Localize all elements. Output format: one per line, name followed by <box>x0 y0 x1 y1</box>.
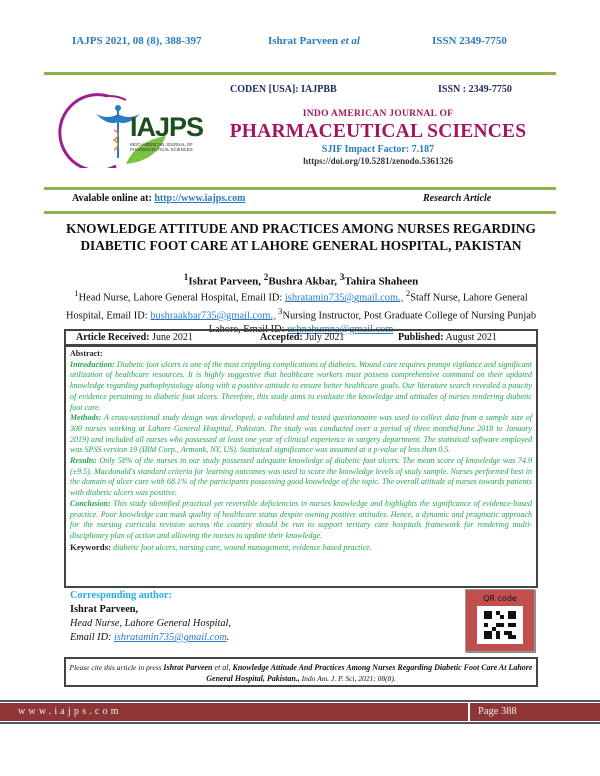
cite-title: Knowledge Attitude And Practices Among Nurses Regarding Diabetic Foot Care At Lahore General Hospital, Pakistan., <box>206 663 533 683</box>
author: Ishrat Parveen, <box>188 275 262 288</box>
value: June 2021 <box>152 332 193 343</box>
corresponding-heading: Corresponding author: <box>70 590 172 601</box>
affil-sup: 2 <box>405 288 411 298</box>
green-rule <box>44 72 556 75</box>
affiliation: Staff Nurse, Lahore General Hospital, Email ID: <box>65 292 528 322</box>
author-name: Ishrat Parveen <box>268 35 338 47</box>
page-footer <box>0 700 600 724</box>
value: July 2021 <box>305 332 345 343</box>
affiliation: Nursing Instructor, Post Graduate College of Nursing Punjab Lahore, Email ID: <box>208 310 537 335</box>
corresponding-author: Corresponding author: Ishrat Parveen, Head Nurse, Lahore General Hospital, Email ID: ishratamin735@gmail.com. <box>70 590 231 643</box>
abstract-results <box>70 456 532 499</box>
section-text: A cross-sectional study design was developed, a validated and tested questionnaire was used to collect data from a sample size of 300 nurses working at Lahore General Hospital, Pakistan. The study was conducted over a period of three months(June 2018 to January 2019) and included all nurses who possessed at least one year of clinical experience in surgery department. The statistical software employed was SPSS version 19 (IBM Corp., Armonk, NY, US). Statistical significance was assumed at a p-value of less than 0.5. <box>70 413 533 455</box>
et-al: et al <box>340 35 360 47</box>
received-date <box>76 332 260 343</box>
label: Article Received: <box>76 332 150 343</box>
available-label: Avalable online at: <box>72 193 152 204</box>
section-text: This study identified practical yet reversible deficiencies in nurses knowledge and highlights the significance of evidence-based practice. Poor knowledge can mask quality of healthcare status despite owning positive attitudes. Hence, a dynamic and pragmatic approach for the nursing curricula revision across the country should be run to support tertiary care hospitals framework for rendering multi-disciplinary plan of action and allowing the nurses to update their knowledge. <box>70 498 532 540</box>
running-header-citation: IAJPS 2021, 08 (8), 388-397 <box>72 35 202 47</box>
page-number: Page 388 <box>470 703 600 721</box>
corresponding-name: Ishrat Parveen, <box>70 604 139 615</box>
keywords-label: Keywords: <box>70 541 112 552</box>
abstract-methods <box>70 413 532 456</box>
email-link[interactable]: ishratamin735@gmail.com., <box>284 292 404 304</box>
author-list <box>64 272 538 288</box>
corresponding-position: Head Nurse, Lahore General Hospital, <box>70 618 231 629</box>
section-label: Introduction: <box>70 359 115 369</box>
doi: https://doi.org/10.5281/zenodo.5361326 <box>303 156 453 166</box>
affil-sup: 1 <box>74 288 79 298</box>
journal-website-link[interactable]: http://www.iajps.com <box>154 193 246 204</box>
cite-author: Ishrat Parveen <box>163 663 213 672</box>
masthead-issn: ISSN : 2349-7750 <box>438 84 512 95</box>
author-sup: 2 <box>263 272 269 282</box>
value: August 2021 <box>445 332 497 343</box>
label: Published: <box>398 332 444 343</box>
footer-site: www.iajps.com <box>0 703 468 721</box>
cite-etal: et al, <box>212 663 233 672</box>
green-rule <box>44 187 556 190</box>
available-online <box>72 193 245 204</box>
article-dates <box>64 329 538 346</box>
section-label: Methods: <box>70 413 102 423</box>
article-title: KNOWLEDGE ATTITUDE AND PRACTICES AMONG NURSES REGARDING DIABETIC FOOT CARE AT LAHORE GENERAL HOSPITAL, PAKISTAN <box>66 221 536 253</box>
abstract-conclusion <box>70 499 532 542</box>
corresponding-email-link[interactable]: ishratamin735@gmail.com <box>114 632 227 643</box>
qr-label: QR code <box>483 594 517 603</box>
accepted-date <box>260 332 398 343</box>
coden: CODEN [USA]: IAJPBB <box>230 84 337 95</box>
section-label: Results: <box>70 456 97 466</box>
qr-code-box <box>465 589 535 652</box>
email-link[interactable]: ushnahumna@gmail.com <box>287 323 394 335</box>
green-rule <box>44 211 556 214</box>
journal-name-line2: PHARMACEUTICAL SCIENCES <box>229 121 527 142</box>
affiliation: Head Nurse, Lahore General Hospital, Email ID: <box>78 292 285 304</box>
abstract-box <box>64 346 538 588</box>
qr-code-icon <box>477 606 523 644</box>
running-header-issn: ISSN 2349-7750 <box>432 35 507 47</box>
journal-name-line1: INDO AMERICAN JOURNAL OF <box>302 109 454 119</box>
journal-logo <box>56 86 204 168</box>
abstract-heading: Abstract: <box>70 349 103 358</box>
article-type: Research Article <box>423 193 492 204</box>
cite-journal: Indo Am. J. P. Sci, 2021; 08(8). <box>299 674 396 683</box>
published-date <box>398 332 497 343</box>
keywords <box>70 542 532 554</box>
logo-sub2: PHARMACEUTICAL SCIENCES <box>130 147 193 152</box>
email-label: Email ID: <box>70 632 115 643</box>
cite-prefix: Please cite this article in press <box>69 663 164 672</box>
citation-box <box>64 657 538 687</box>
logo-text: IAJPS <box>130 112 204 142</box>
affil-sup: 3 <box>278 305 283 316</box>
logo-sub1: INDO AMERICAN JOURNAL OF <box>130 142 193 147</box>
author-sup: 3 <box>339 272 345 282</box>
author-sup: 1 <box>183 272 189 282</box>
logo-subtitle <box>130 142 193 152</box>
author: Tahira Shaheen <box>344 275 419 288</box>
section-label: Conclusion: <box>70 498 111 508</box>
keywords-text: diabetic foot ulcers, nursing care, wound management, evidence based practice. <box>113 542 372 552</box>
author: Bushra Akbar, <box>268 275 338 288</box>
abstract-introduction <box>70 360 532 414</box>
running-header-author <box>268 35 360 47</box>
section-text: Diabetic foot ulcers is one of the most crippling complications of diabetes. Wound care requires prompt vigilance and significant utilization of healthcare resources. It is highly suggestive that healthcare workers must possess comprehensive command on their updated knowledge regarding pathophysiology along with a positive attitude to ensure better healthcare goals. Our literature search revealed a paucity of evidence pertaining to diabetic foot ulcers. Therefore, this study aims to evaluate the knowledge and attitudes of nurses rendering diabetic foot care. <box>70 359 533 412</box>
email-link[interactable]: bushraakbar735@gmail.com., <box>150 310 276 322</box>
label: Accepted: <box>260 332 303 343</box>
section-text: Only 58% of the nurses in our study possessed adequate knowledge of diabetic foot ulcers. The mean score of knowledge was 74.9 (±9.5). Macdonald's standard criteria for learning outcomes was used to score the knowledge levels of study sample. Nurses performed best in the domain of ulcer care with 68.1% of the participants possessing good knowledge of the topic. The overall attitude of nurses towards patients with diabetic ulcers was positive. <box>70 456 532 498</box>
impact-factor: SJIF Impact Factor: 7.187 <box>321 144 435 155</box>
